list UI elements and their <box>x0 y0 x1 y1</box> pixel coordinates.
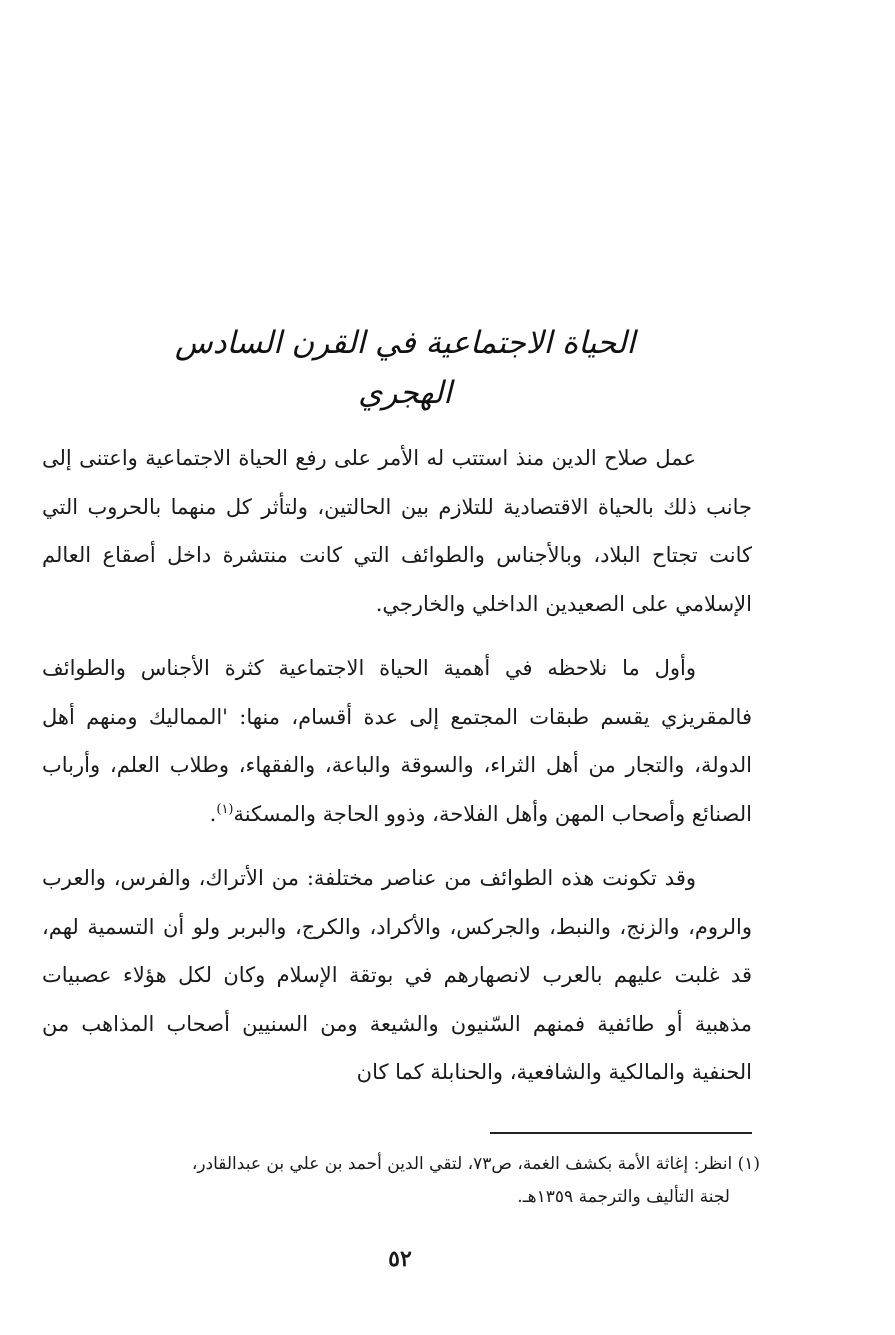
footnote <box>70 1148 760 1214</box>
page-number: ٥٢ <box>388 1246 412 1272</box>
paragraph-2-text: وأول ما نلاحظه في أهمية الحياة الاجتماعية كثرة الأجناس والطوائف فالمقريزي يقسم طبقات المجتمع إلى عدة أقسام، منها: 'المماليك ومنهم أهل الدولة، والتجار من أهل الثراء، والسوقة والباعة، والفقهاء، وطلاب العلم، وأرباب الصنائع وأصحاب المهن وأهل الفلاحة، وذوو الحاجة والمسكنة <box>42 656 752 826</box>
paragraph-3 <box>42 854 752 1097</box>
footnote-line-1: (١) انظر: إغاثة الأمة بكشف الغمة، ص٧٣، لتقي الدين أحمد بن علي بن عبدالقادر، <box>191 1154 760 1174</box>
footnote-line-2: لجنة التأليف والترجمة ١٣٥٩هـ. <box>517 1187 730 1207</box>
paragraph-2-tail: . <box>209 801 217 826</box>
paragraph-3-text: وقد تكونت هذه الطوائف من عناصر مختلفة: من الأتراك، والفرس، والعرب والروم، والزنج، والنبط، والجركس، والأكراد، والكرج، والبربر ولو أن التسمية لهم، قد غلبت عليهم بالعرب لانصهارهم في بوتقة الإسلام وكان لكل هؤلاء عصبيات مذهبية أو طائفية فمنهم السّنيون والشيعة ومن السنيين أصحاب المذاهب من الحنفية والمالكية والشافعية، والحنابلة كما كان <box>42 866 752 1084</box>
paragraph-2 <box>42 644 752 838</box>
paragraph-1-text: عمل صلاح الدين منذ استتب له الأمر على رفع الحياة الاجتماعية واعتنى إلى جانب ذلك بالحياة الاقتصادية للتلازم بين الحالتين، ولتأثر كل منهما بالحروب التي كانت تجتاح البلاد، وبالأجناس والطوائف التي كانت منتشرة داخل أصقاع العالم الإسلامي على الصعيدين الداخلي والخارجي. <box>42 446 752 616</box>
body-text <box>42 434 752 1097</box>
footnote-reference[interactable]: (١) <box>216 801 234 817</box>
footnote-divider <box>490 1132 752 1134</box>
chapter-title: الحياة الاجتماعية في القرن السادس الهجري <box>174 325 636 411</box>
paragraph-1 <box>42 434 752 628</box>
